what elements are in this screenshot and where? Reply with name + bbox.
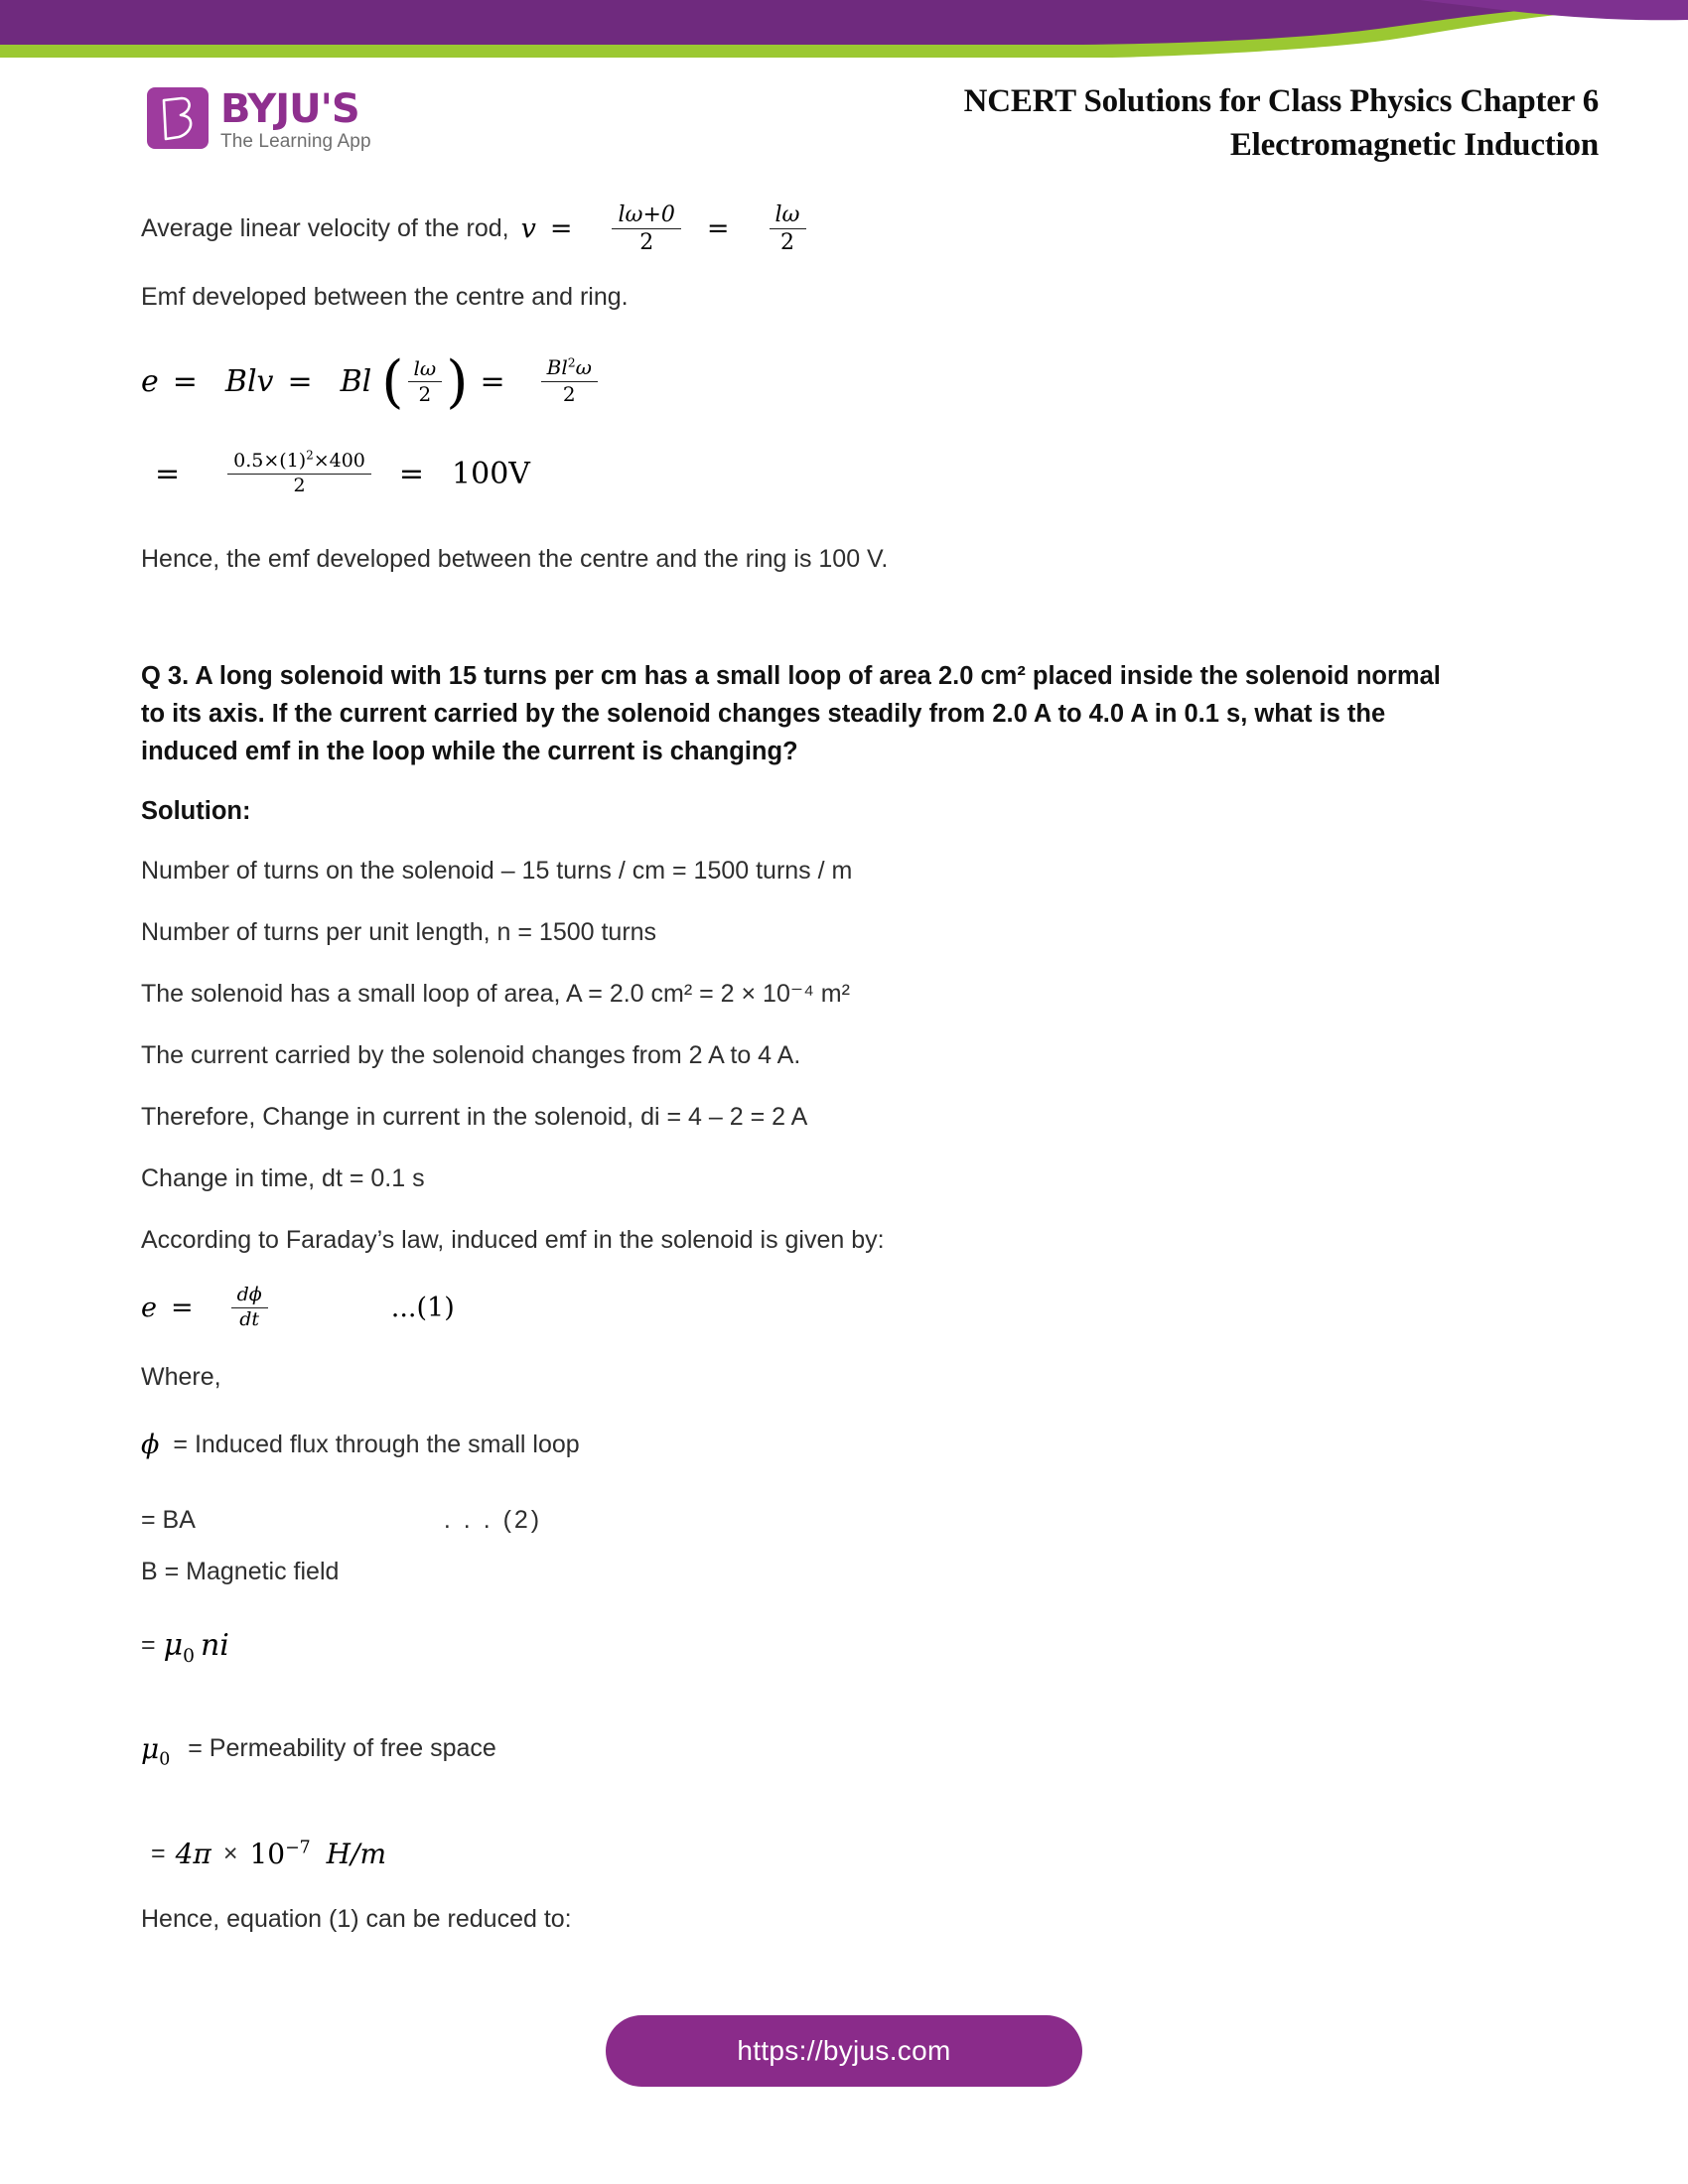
page-title: [964, 79, 1599, 167]
emf-inner-numerator: lω: [408, 358, 443, 382]
velocity-variable: v: [520, 213, 536, 245]
mu-definition-text: = Permeability of free space: [188, 1733, 496, 1762]
solution-step: Change in time, dt = 0.1 s: [141, 1164, 425, 1193]
solution-label: Solution:: [141, 797, 251, 826]
numeric-fraction: [227, 448, 371, 496]
faraday-denominator: dt: [239, 1307, 260, 1330]
mu-ni-equals: =: [141, 1630, 156, 1659]
mu-value-unit: H/m: [326, 1837, 387, 1870]
velocity-equals-1: =: [549, 213, 573, 245]
emf-equals-1: =: [172, 363, 198, 399]
mu-value-base: 10: [249, 1837, 286, 1870]
page-title-line2: Electromagnetic Induction: [1229, 127, 1599, 163]
solution-step: According to Faraday’s law, induced emf in the solenoid is given by:: [141, 1226, 885, 1255]
mu-symbol: μ: [163, 1627, 184, 1663]
velocity-frac2-denominator: 2: [780, 230, 794, 256]
emf-result-omega: ω: [575, 355, 592, 380]
emf-result-exponent: 2: [567, 354, 576, 370]
faraday-equation-row: [141, 1285, 1551, 1330]
velocity-fraction-2: [770, 204, 806, 254]
solution-step: The solenoid has a small loop of area, A = 2.0 cm² = 2 × 10⁻⁴ m²: [141, 980, 850, 1009]
velocity-frac1-numerator: lω+0: [612, 204, 680, 229]
logo-text-block: [220, 87, 371, 153]
mu-ni-expression: [163, 1627, 229, 1667]
emf-paren-open: (: [381, 348, 404, 415]
equation-tag-2: . . . (2): [443, 1505, 543, 1534]
numeric-denominator: 2: [293, 474, 306, 496]
velocity-frac1-denominator: 2: [639, 230, 654, 256]
mu-def-subscript: 0: [159, 1749, 171, 1770]
solution-step: Number of turns per unit length, n = 1500 turns: [141, 918, 657, 947]
mu-value-exponent: −7: [285, 1838, 311, 1858]
page-title-line1: NCERT Solutions for Class Physics Chapter 6: [963, 83, 1599, 119]
mu-value-times: ×: [222, 1839, 238, 1867]
faraday-equals: =: [170, 1292, 194, 1323]
velocity-label: Average linear velocity of the rod,: [141, 214, 509, 243]
flux-symbol: ϕ: [141, 1429, 160, 1460]
mu-value-power: [249, 1838, 310, 1870]
ba-text: = BA: [141, 1505, 196, 1534]
numeric-num-exponent: 2: [306, 448, 314, 463]
page-footer: [0, 2015, 1688, 2087]
equation-tag-1: ...(1): [390, 1292, 455, 1323]
numeric-result: 100V: [452, 456, 530, 491]
mu-subscript: 0: [183, 1645, 195, 1667]
numeric-equation-row: [141, 448, 1551, 496]
numeric-equals-1: =: [155, 456, 181, 491]
decorative-banner: [0, 0, 1688, 60]
banner-shapes: [0, 0, 1688, 60]
logo-b-glyph-icon: [160, 96, 194, 141]
faraday-fraction: [231, 1283, 268, 1330]
velocity-equation-row: [141, 204, 1551, 254]
logo-wordmark: BYJU'S: [220, 86, 359, 132]
flux-definition-row: [141, 1422, 1551, 1467]
faraday-numerator: dϕ: [231, 1286, 268, 1308]
mu-value-equals: =: [151, 1839, 166, 1867]
mu-def-mu: μ: [141, 1731, 160, 1765]
ba-equation-row: [141, 1497, 1551, 1543]
document-body: [141, 204, 1551, 1964]
emf-result-numerator: [541, 354, 598, 382]
emf-term-bl: Bl: [340, 363, 372, 399]
faraday-lhs: e: [141, 1292, 157, 1323]
emf-inner-fraction: [408, 355, 443, 406]
emf-lhs: e: [141, 363, 159, 399]
emf-result-base: Bl: [546, 355, 568, 380]
flux-definition-text: = Induced flux through the small loop: [173, 1430, 580, 1458]
question-3-text: Q 3. A long solenoid with 15 turns per cm has a small loop of area 2.0 cm² placed inside the solenoid normal to its axis. If the current carried by the solenoid changes steadily from 2.0 A to 4.0 A in 0.1 s, what is the induced emf in the loop while the current is changing?: [141, 662, 1441, 766]
emf-inner-denominator: 2: [418, 381, 432, 406]
emf-term-blv: Blv: [224, 363, 274, 399]
solution-step: The current carried by the solenoid changes from 2 A to 4 A.: [141, 1041, 801, 1070]
mu-ni-factors: ni: [200, 1627, 229, 1663]
mu-definition-symbol: [141, 1731, 171, 1770]
emf-equation-row: [141, 348, 1551, 415]
byjus-logo-mark-icon: [147, 87, 209, 149]
where-label: Where,: [141, 1363, 221, 1392]
emf-equals-2: =: [287, 363, 313, 399]
solution-step: Number of turns on the solenoid – 15 turns / cm = 1500 turns / m: [141, 857, 853, 886]
emf-paren-close: ): [446, 348, 469, 415]
page-header: [0, 60, 1688, 184]
mu-value-row: [141, 1831, 1551, 1876]
mu-value-coefficient: 4π: [175, 1837, 211, 1870]
velocity-equals-2: =: [706, 213, 730, 245]
byjus-logo: [147, 87, 371, 153]
emf-intro-text: Emf developed between the centre and ring.: [141, 283, 629, 312]
mu-definition-row: [141, 1725, 1551, 1771]
emf-result-denominator: 2: [562, 382, 576, 407]
numeric-num-b: ×400: [313, 449, 365, 472]
numeric-equals-2: =: [398, 456, 425, 491]
emf-result-fraction: [541, 354, 598, 407]
emf-conclusion-text: Hence, the emf developed between the centre and the ring is 100 V.: [141, 545, 889, 574]
logo-tagline: The Learning App: [220, 131, 371, 152]
numeric-num-a: 0.5×(1): [233, 449, 307, 472]
byjus-url-button[interactable]: https://byjus.com: [606, 2015, 1082, 2087]
velocity-frac2-numerator: lω: [770, 204, 806, 229]
emf-equals-3: =: [480, 363, 505, 399]
magnetic-field-definition: B = Magnetic field: [141, 1558, 340, 1586]
mu-ni-equation-row: [141, 1622, 1551, 1668]
closing-text: Hence, equation (1) can be reduced to:: [141, 1905, 572, 1934]
numeric-numerator: [227, 448, 371, 475]
solution-step: Therefore, Change in current in the solenoid, di = 4 – 2 = 2 A: [141, 1103, 808, 1132]
velocity-fraction-1: [612, 204, 680, 254]
